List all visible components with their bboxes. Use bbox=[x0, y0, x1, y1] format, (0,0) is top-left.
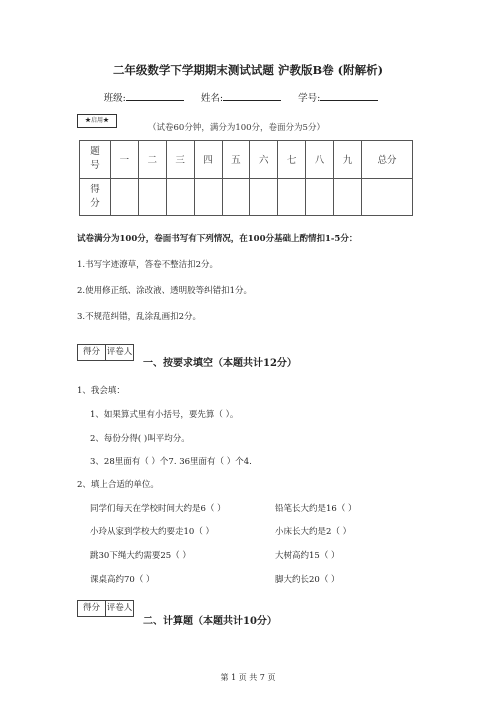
col-6: 六 bbox=[250, 141, 278, 179]
score-cell[interactable] bbox=[334, 178, 362, 216]
exam-info: （试卷60分钟，满分为100分，卷面分为5分） bbox=[148, 123, 325, 133]
score-cell[interactable] bbox=[111, 178, 139, 216]
score-box-score: 得分 bbox=[82, 347, 100, 357]
score-box-grader: 评卷人 bbox=[105, 601, 133, 616]
score-box bbox=[77, 600, 134, 617]
class-label: 班级: bbox=[103, 93, 126, 104]
row-head-score: 得 分 bbox=[80, 178, 111, 216]
name-blank[interactable] bbox=[223, 91, 281, 101]
id-blank[interactable] bbox=[320, 91, 378, 101]
unit-item: 大树高约15（ ） bbox=[275, 551, 340, 561]
col-5: 五 bbox=[222, 141, 250, 179]
question-1-item: 3、28里面有（ ）个7. 36里面有（ ）个4. bbox=[90, 457, 252, 467]
rule-item: 2.使用修正纸、涂改液、透明胶等纠错扣1分。 bbox=[77, 286, 253, 296]
rule-item: 1.书写字迹潦草，答卷不整洁扣2分。 bbox=[77, 260, 219, 270]
score-table-header-row bbox=[80, 141, 413, 179]
name-label: 姓名: bbox=[200, 93, 224, 104]
score-cell[interactable] bbox=[222, 178, 250, 216]
score-box bbox=[77, 344, 134, 361]
score-cell[interactable] bbox=[250, 178, 278, 216]
score-cell[interactable] bbox=[138, 178, 166, 216]
score-cell[interactable] bbox=[194, 178, 222, 216]
student-info-line bbox=[0, 90, 496, 104]
class-blank[interactable] bbox=[126, 91, 184, 101]
question-2: 2、填上合适的单位。 bbox=[77, 480, 159, 490]
secret-badge: ★启用★ bbox=[77, 114, 117, 128]
score-box-grader: 评卷人 bbox=[105, 345, 133, 360]
unit-item: 小床长大约是2（ ） bbox=[275, 527, 352, 537]
col-8: 八 bbox=[306, 141, 334, 179]
score-cell[interactable] bbox=[278, 178, 306, 216]
section-2-title: 二、计算题（本题共计10分） bbox=[143, 616, 277, 627]
score-table-score-row bbox=[80, 178, 413, 216]
row-head-question: 题 号 bbox=[80, 141, 111, 179]
col-4: 四 bbox=[194, 141, 222, 179]
score-table bbox=[79, 140, 413, 216]
unit-item: 跳30下绳大约需要25（ ） bbox=[90, 551, 191, 561]
question-1-item: 2、每份分得( )叫平均分。 bbox=[90, 434, 190, 444]
unit-item: 课桌高约70（ ） bbox=[90, 575, 155, 585]
col-3: 三 bbox=[166, 141, 194, 179]
col-total: 总分 bbox=[362, 141, 413, 179]
score-box-score: 得分 bbox=[82, 603, 100, 613]
rules-heading: 试卷满分为100分，卷面书写有下列情况，在100分基础上酌情扣1-5分： bbox=[77, 234, 358, 244]
id-label: 学号: bbox=[298, 93, 321, 104]
unit-item: 脚大约长20（ ） bbox=[275, 575, 340, 585]
col-7: 七 bbox=[278, 141, 306, 179]
col-2: 二 bbox=[138, 141, 166, 179]
score-cell[interactable] bbox=[306, 178, 334, 216]
score-cell[interactable] bbox=[166, 178, 194, 216]
page-footer: 第 1 页 共 7 页 bbox=[220, 673, 276, 682]
score-cell-total[interactable] bbox=[362, 178, 413, 216]
section-1-title: 一、按要求填空（本题共计12分） bbox=[143, 358, 297, 369]
rule-item: 3.不规范纠错，乱涂乱画扣2分。 bbox=[77, 312, 202, 322]
col-9: 九 bbox=[334, 141, 362, 179]
unit-item: 同学们每天在学校时间大约是6（ ） bbox=[90, 504, 226, 514]
col-1: 一 bbox=[111, 141, 139, 179]
unit-item: 铅笔长大约是16（ ） bbox=[275, 504, 357, 514]
page-title: 二年级数学下学期期末测试试题 沪教版B卷 (附解析) bbox=[112, 63, 384, 77]
unit-item: 小玲从家到学校大约要走10（ ） bbox=[90, 527, 215, 537]
question-1-item: 1、如果算式里有小括号，要先算（ ）。 bbox=[90, 410, 239, 420]
question-1: 1、我会填： bbox=[77, 386, 125, 396]
